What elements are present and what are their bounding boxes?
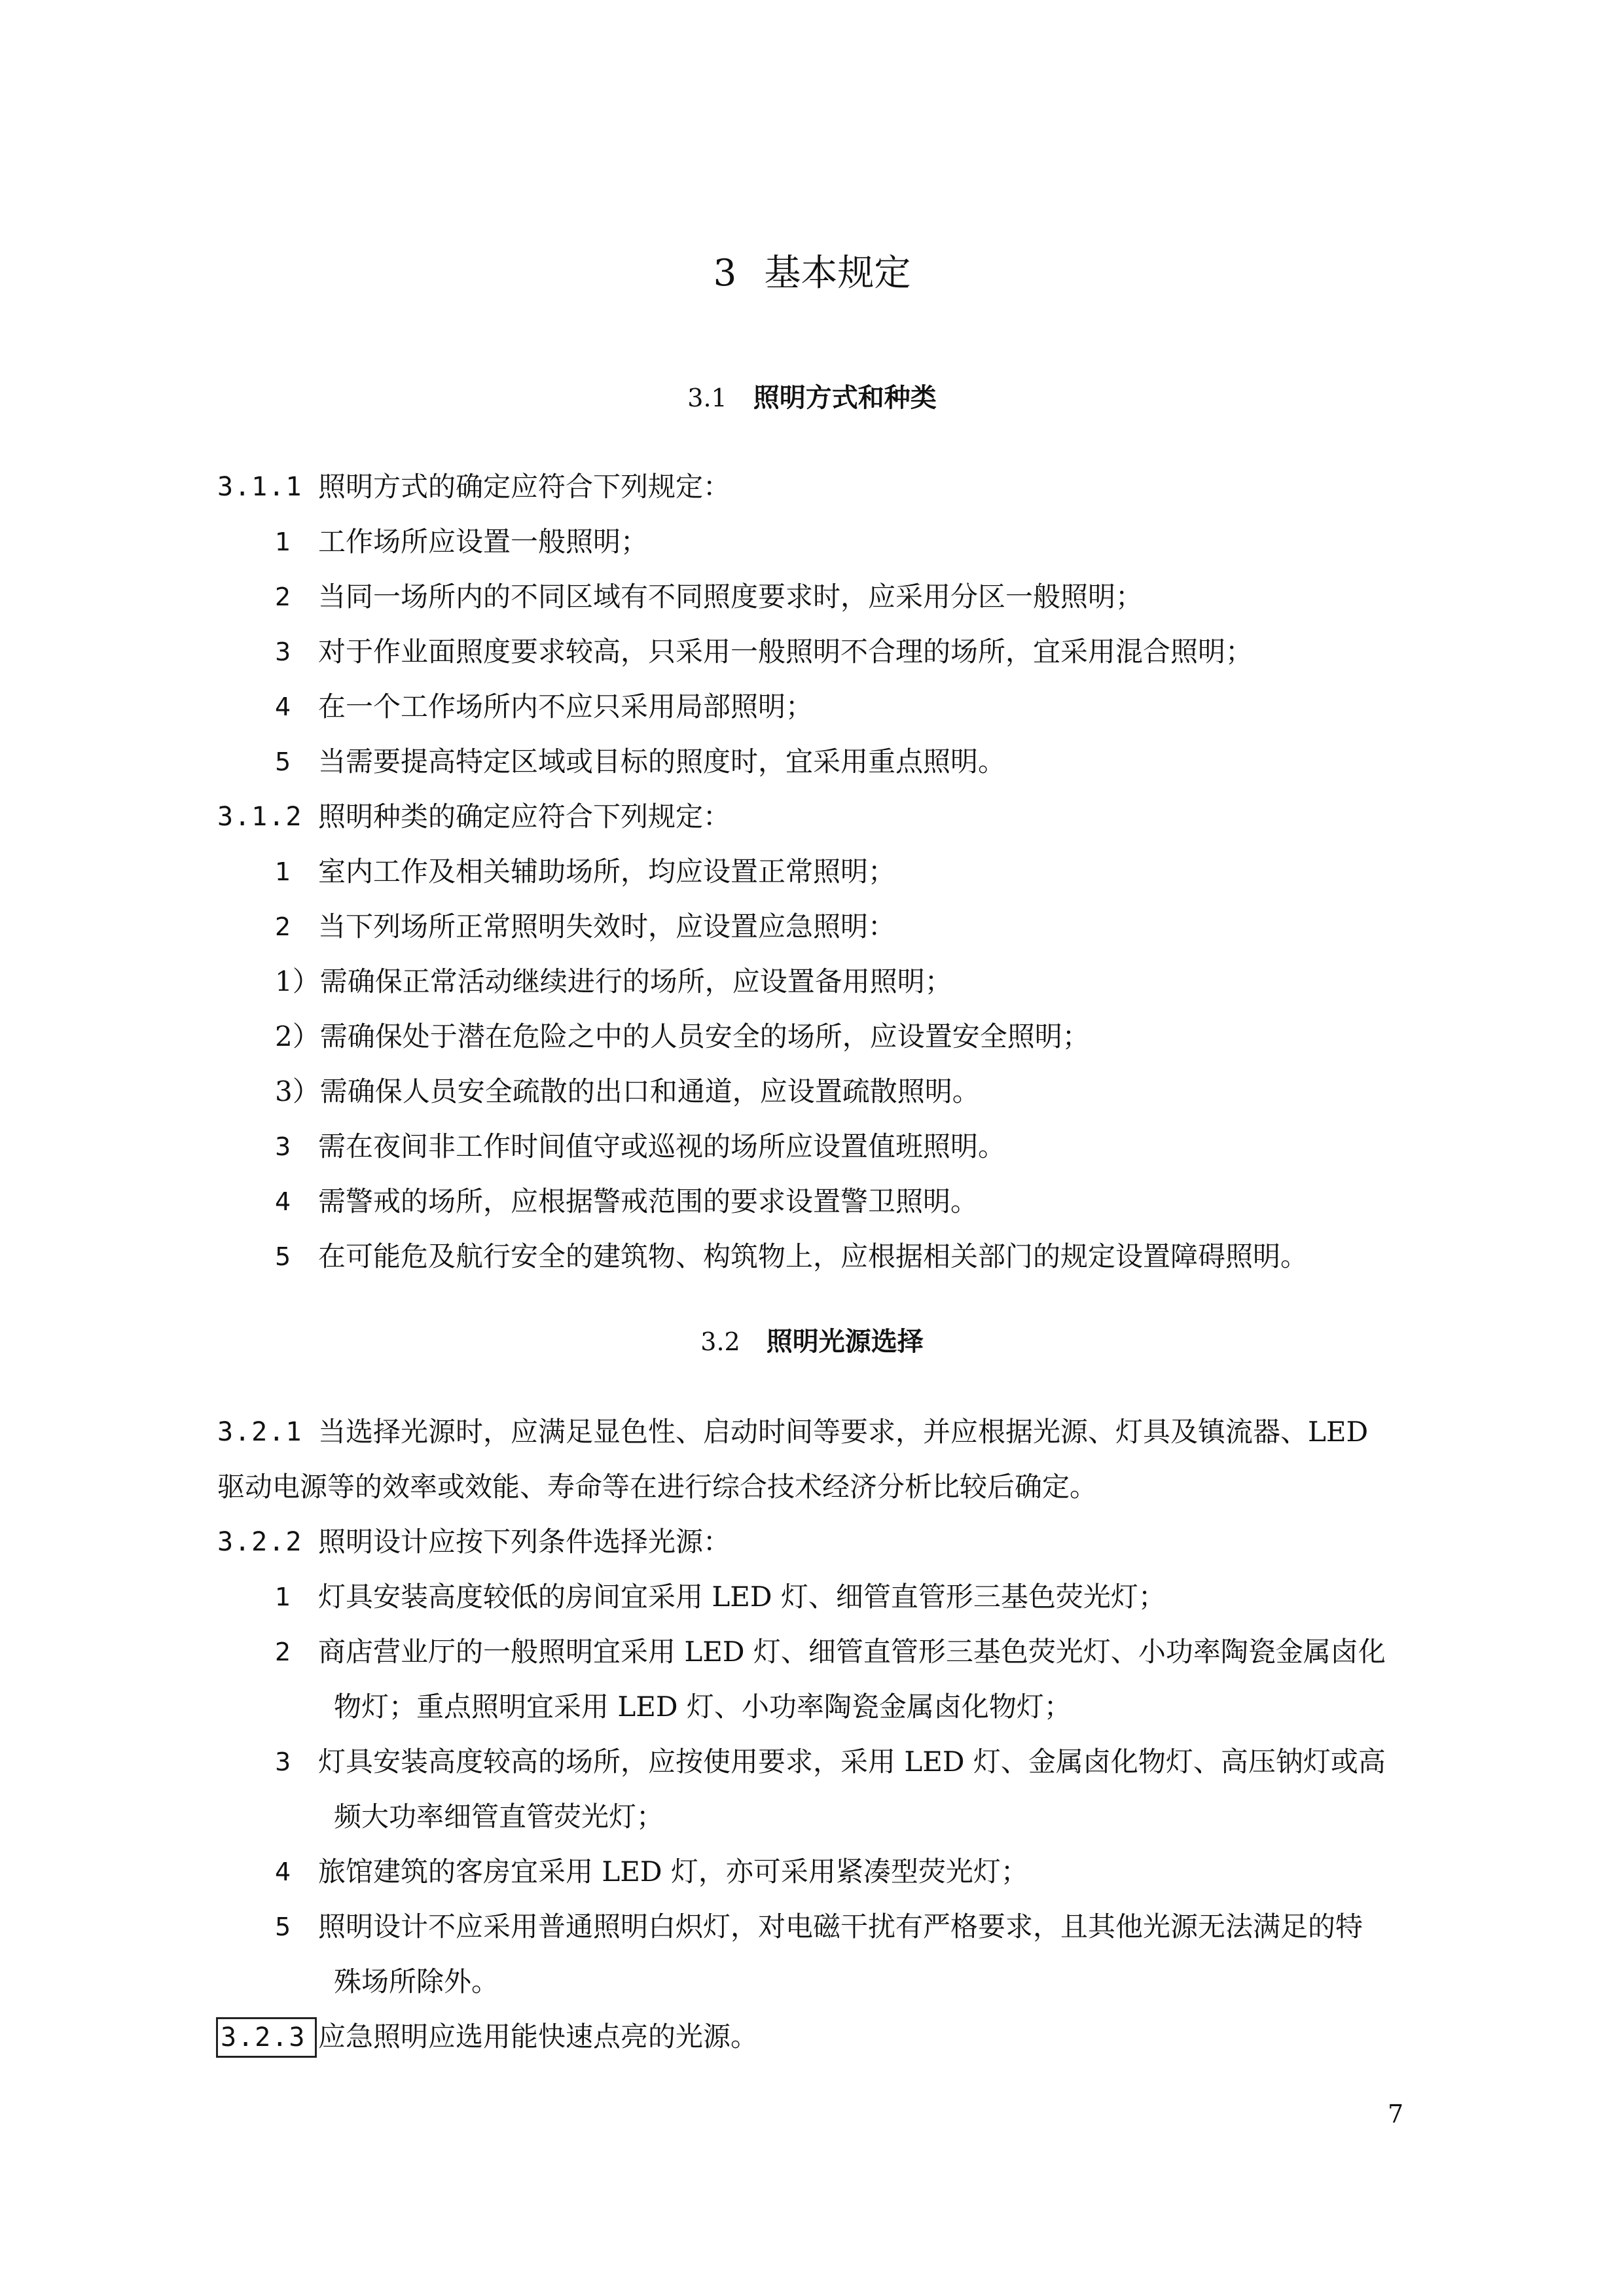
clause-number: 3.1.1 [217, 472, 303, 502]
section-title-text: 照明光源选择 [766, 1327, 924, 1357]
item-text: 灯具安装高度较高的场所，应按使用要求，采用 LED 灯、金属卤化物灯、高压钠灯或高 [318, 1746, 1386, 1778]
section-title-3-1 [0, 378, 1624, 418]
item-text: 需在夜间非工作时间值守或巡视的场所应设置值班照明。 [318, 1130, 1006, 1162]
item-text-continued: 频大功率细管直管荧光灯； [334, 1801, 664, 1833]
item-text: 在一个工作场所内不应只采用局部照明； [318, 691, 814, 723]
clause-number: 3.1.2 [217, 802, 303, 832]
section-title-3-2 [0, 1322, 1624, 1361]
sub-item-text: 1）需确保正常活动继续进行的场所，应设置备用照明； [275, 965, 952, 997]
item-text: 旅馆建筑的客房宜采用 LED 灯，亦可采用紧凑型荧光灯； [318, 1856, 1028, 1888]
item-number: 2 [275, 1638, 291, 1666]
item-number: 4 [275, 692, 291, 721]
item-text: 商店营业厅的一般照明宜采用 LED 灯、细管直管形三基色荧光灯、小功率陶瓷金属卤化 [318, 1636, 1386, 1668]
item-number: 3 [275, 1132, 291, 1161]
item-number: 3 [275, 1748, 291, 1776]
clause-text: 应急照明应选用能快速点亮的光源。 [318, 2020, 759, 2053]
sub-item-text: 2）需确保处于潜在危险之中的人员安全的场所，应设置安全照明； [275, 1020, 1090, 1052]
item-text-continued: 殊场所除外。 [334, 1965, 499, 1998]
item-number: 4 [275, 1857, 291, 1886]
item-text: 灯具安装高度较低的房间宜采用 LED 灯、细管直管形三基色荧光灯； [318, 1581, 1166, 1613]
item-number: 3 [275, 637, 291, 666]
clause-number-boxed: 3.2.3 [216, 2017, 317, 2058]
item-text: 当下列场所正常照明失效时，应设置应急照明： [318, 910, 896, 942]
clause-text: 照明设计应按下列条件选择光源： [318, 1526, 731, 1558]
item-text: 工作场所应设置一般照明； [318, 526, 649, 558]
item-number: 1 [275, 1583, 291, 1611]
clause-text: 照明种类的确定应符合下列规定： [318, 800, 731, 833]
clause-number: 3.2.2 [217, 1527, 303, 1557]
item-number: 1 [275, 528, 291, 556]
chapter-title-text: 基本规定 [764, 252, 911, 295]
page-number: 7 [1388, 2100, 1404, 2128]
item-text: 当同一场所内的不同区域有不同照度要求时，应采用分区一般照明； [318, 581, 1144, 613]
item-number: 2 [275, 583, 291, 611]
item-text: 室内工作及相关辅助场所，均应设置正常照明； [318, 855, 896, 888]
clause-text: 当选择光源时，应满足显色性、启动时间等要求，并应根据光源、灯具及镇流器、LED [318, 1416, 1369, 1448]
sub-item-text: 3）需确保人员安全疏散的出口和通道，应设置疏散照明。 [275, 1075, 980, 1107]
section-number: 3.2 [700, 1327, 740, 1356]
item-text: 照明设计不应采用普通照明白炽灯，对电磁干扰有严格要求，且其他光源无法满足的特 [318, 1910, 1363, 1943]
section-number: 3.1 [687, 384, 727, 412]
item-number: 1 [275, 857, 291, 886]
item-text: 需警戒的场所，应根据警戒范围的要求设置警卫照明。 [318, 1185, 979, 1217]
chapter-number: 3 [713, 252, 737, 295]
item-number: 5 [275, 1242, 291, 1271]
section-title-text: 照明方式和种类 [753, 383, 937, 413]
item-number: 5 [275, 747, 291, 776]
item-text-continued: 物灯；重点照明宜采用 LED 灯、小功率陶瓷金属卤化物灯； [334, 1691, 1072, 1723]
clause-text: 照明方式的确定应符合下列规定： [318, 471, 731, 503]
item-text: 当需要提高特定区域或目标的照度时，宜采用重点照明。 [318, 745, 1006, 778]
clause-number: 3.2.1 [217, 1417, 303, 1447]
chapter-title [0, 247, 1624, 300]
item-number: 5 [275, 1912, 291, 1941]
clause-text-continued: 驱动电源等的效率或效能、寿命等在进行综合技术经济分析比较后确定。 [217, 1471, 1098, 1503]
item-number: 4 [275, 1187, 291, 1216]
item-number: 2 [275, 912, 291, 941]
item-text: 对于作业面照度要求较高，只采用一般照明不合理的场所，宜采用混合照明； [318, 636, 1254, 668]
item-text: 在可能危及航行安全的建筑物、构筑物上，应根据相关部门的规定设置障碍照明。 [318, 1240, 1308, 1272]
